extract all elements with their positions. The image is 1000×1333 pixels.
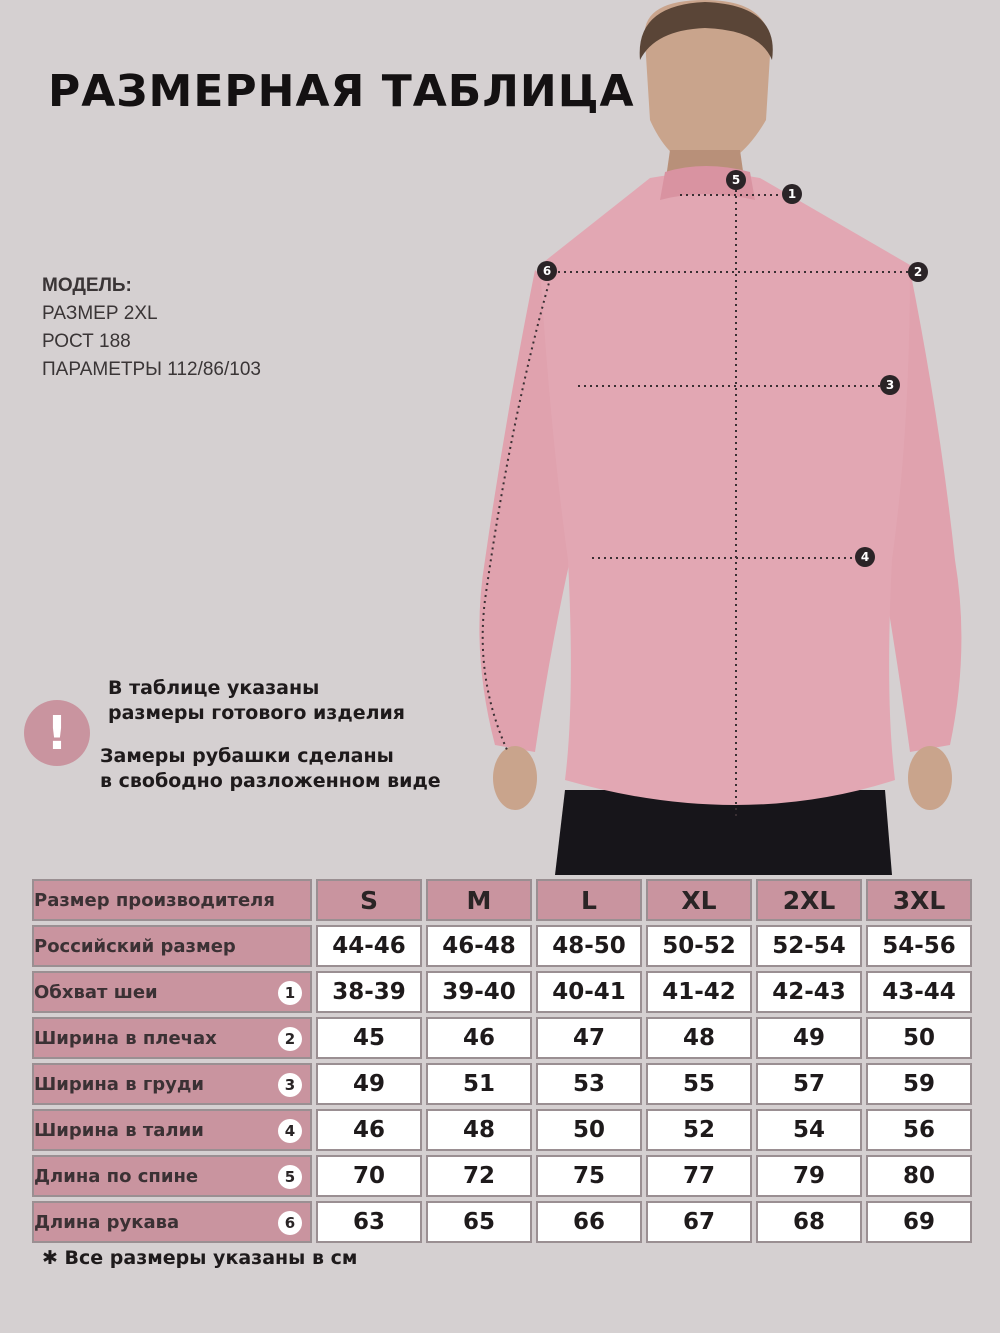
table-cell: 54-56: [866, 925, 972, 967]
table-row: [32, 1155, 972, 1197]
table-cell: 70: [316, 1155, 422, 1197]
table-cell: 80: [866, 1155, 972, 1197]
table-cell: 67: [646, 1201, 752, 1243]
table-header-row: [32, 879, 972, 921]
hand-right: [908, 746, 952, 810]
table-cell: 53: [536, 1063, 642, 1105]
table-row: [32, 971, 972, 1013]
measure-number-badge: 5: [278, 1165, 302, 1189]
table-cell: 79: [756, 1155, 862, 1197]
model-info: [42, 272, 261, 384]
table-cell: 49: [756, 1017, 862, 1059]
row-label-cell: [32, 1155, 312, 1197]
marker-3: [880, 375, 900, 395]
measure-number-badge: 3: [278, 1073, 302, 1097]
table-cell: 75: [536, 1155, 642, 1197]
table-cell: 50: [536, 1109, 642, 1151]
table-cell: 39-40: [426, 971, 532, 1013]
notice-line-1: В таблице указаны размеры готового изделия: [108, 677, 406, 724]
table-cell: 63: [316, 1201, 422, 1243]
notice-block: [24, 676, 484, 796]
row-label-cell: [32, 971, 312, 1013]
table-cell: 38-39: [316, 971, 422, 1013]
measure-number-badge: 2: [278, 1027, 302, 1051]
table-cell: 40-41: [536, 971, 642, 1013]
row-label-cell: [32, 925, 312, 967]
table-row: [32, 1201, 972, 1243]
model-height: РОСТ 188: [42, 331, 131, 352]
page-title: РАЗМЕРНАЯ ТАБЛИЦА: [48, 66, 635, 117]
row-label: Ширина в талии: [34, 1119, 204, 1141]
measure-number-badge: 1: [278, 981, 302, 1005]
table-cell: 45: [316, 1017, 422, 1059]
footnote: ✱ Все размеры указаны в см: [42, 1247, 358, 1269]
shirt-body: [540, 173, 910, 805]
measure-number-badge: 6: [278, 1211, 302, 1235]
table-cell: 48: [426, 1109, 532, 1151]
table-cell: 52: [646, 1109, 752, 1151]
table-row: [32, 925, 972, 967]
exclamation-icon: !: [24, 700, 90, 766]
table-cell: 46-48: [426, 925, 532, 967]
marker-3-text: 3: [885, 378, 895, 392]
table-cell: 65: [426, 1201, 532, 1243]
size-header: 2XL: [756, 879, 862, 921]
size-header: M: [426, 879, 532, 921]
table-row: [32, 1017, 972, 1059]
table-cell: 55: [646, 1063, 752, 1105]
marker-1-text: 1: [787, 187, 797, 201]
table-cell: 77: [646, 1155, 752, 1197]
marker-5: [726, 170, 746, 190]
row-label: Длина по спине: [34, 1165, 199, 1187]
table-cell: 44-46: [316, 925, 422, 967]
table-cell: 43-44: [866, 971, 972, 1013]
table-cell: 51: [426, 1063, 532, 1105]
notice-line-2: Замеры рубашки сделаны в свободно разложенном виде: [100, 745, 441, 792]
table-cell: 48-50: [536, 925, 642, 967]
size-header: L: [536, 879, 642, 921]
row-label: Ширина в плечах: [34, 1027, 217, 1049]
marker-5-text: 5: [731, 173, 741, 187]
size-header: XL: [646, 879, 752, 921]
size-table: [28, 875, 976, 1247]
header-label: Размер производителя: [32, 879, 312, 921]
table-cell: 42-43: [756, 971, 862, 1013]
measure-number-badge: 4: [278, 1119, 302, 1143]
table-cell: 68: [756, 1201, 862, 1243]
marker-4-text: 4: [860, 550, 870, 564]
table-cell: 52-54: [756, 925, 862, 967]
table-cell: 66: [536, 1201, 642, 1243]
table-cell: 49: [316, 1063, 422, 1105]
model-params: ПАРАМЕТРЫ 112/86/103: [42, 359, 261, 380]
table-cell: 59: [866, 1063, 972, 1105]
row-label: Обхват шеи: [34, 981, 158, 1003]
row-label-cell: [32, 1201, 312, 1243]
shirt-figure: [440, 0, 1000, 875]
table-cell: 72: [426, 1155, 532, 1197]
table-cell: 57: [756, 1063, 862, 1105]
table-cell: 46: [316, 1109, 422, 1151]
model-size: РАЗМЕР 2XL: [42, 303, 158, 324]
table-cell: 48: [646, 1017, 752, 1059]
table-cell: 50-52: [646, 925, 752, 967]
size-header: S: [316, 879, 422, 921]
table-row: [32, 1109, 972, 1151]
row-label-cell: [32, 1109, 312, 1151]
table-cell: 50: [866, 1017, 972, 1059]
row-label: Длина рукава: [34, 1211, 180, 1233]
row-label: Ширина в груди: [34, 1073, 205, 1095]
table-cell: 69: [866, 1201, 972, 1243]
marker-4: [855, 547, 875, 567]
table-cell: 46: [426, 1017, 532, 1059]
model-label: МОДЕЛЬ:: [42, 275, 132, 296]
size-header: 3XL: [866, 879, 972, 921]
table-cell: 56: [866, 1109, 972, 1151]
table-cell: 54: [756, 1109, 862, 1151]
marker-2: [908, 262, 928, 282]
marker-2-text: 2: [913, 265, 923, 279]
table-row: [32, 1063, 972, 1105]
row-label-cell: [32, 1017, 312, 1059]
table-cell: 47: [536, 1017, 642, 1059]
hand-left: [493, 746, 537, 810]
marker-6-text: 6: [542, 264, 552, 278]
table-cell: 41-42: [646, 971, 752, 1013]
marker-1: [782, 184, 802, 204]
row-label-cell: [32, 1063, 312, 1105]
row-label: Российский размер: [34, 935, 236, 957]
marker-6: [537, 261, 557, 281]
